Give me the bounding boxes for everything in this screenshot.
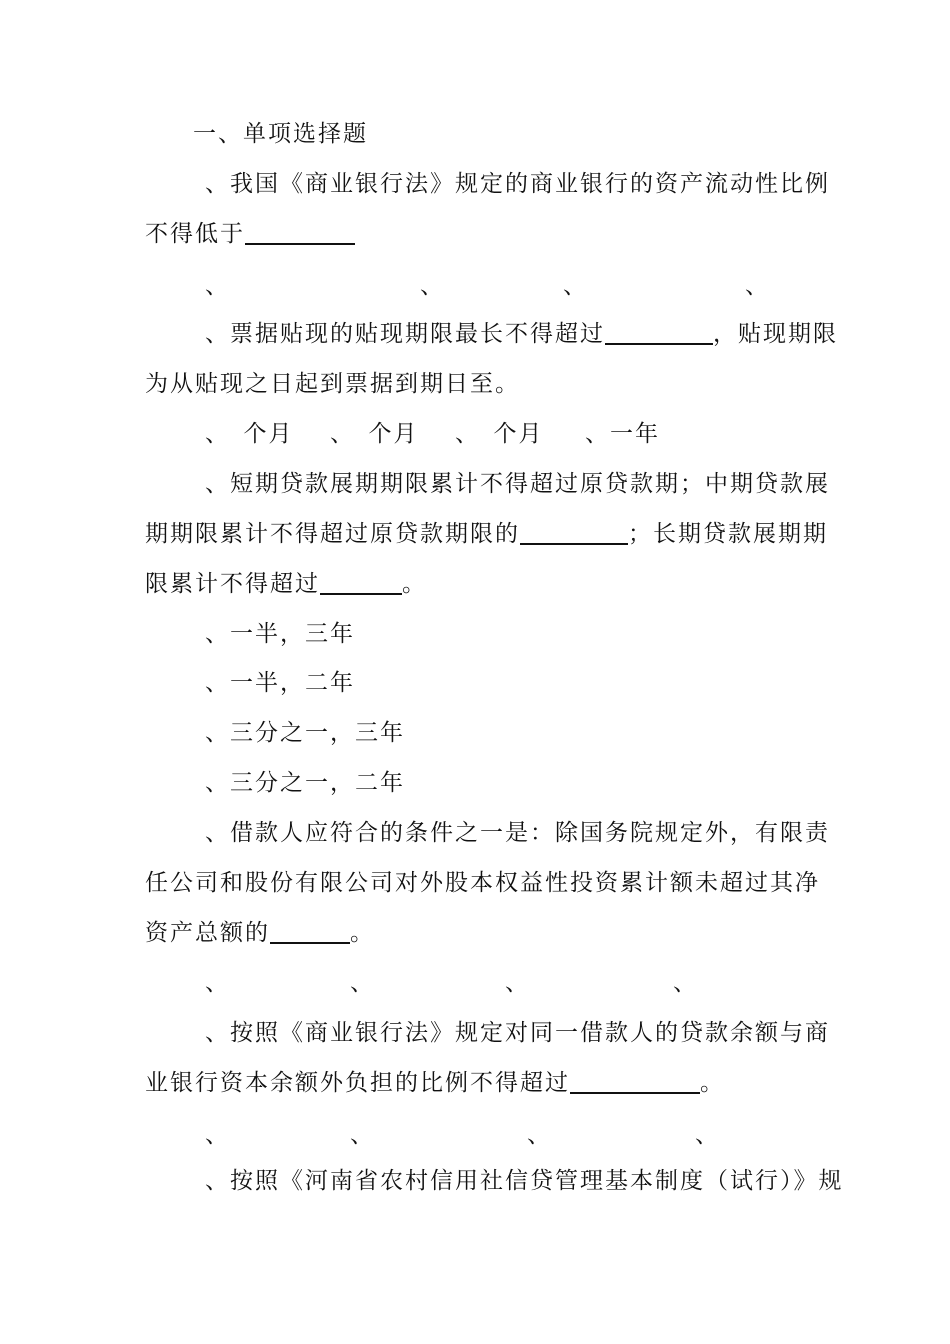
q5-answer-blank (570, 1068, 700, 1094)
q4-option-c: 、 (505, 970, 530, 996)
q3-option-a: 、一半，三年 (205, 621, 355, 647)
q2-option-a: 、 个月 (205, 421, 294, 447)
q4-line-3 (145, 918, 375, 948)
q5-text-a: 业银行资本余额外负担的比例不得超过 (145, 1070, 570, 1096)
q2-option-c: 、 个月 (455, 421, 544, 447)
q5-line-2 (145, 1068, 725, 1098)
q3-text-a: 期期限累计不得超过原贷款期限的 (145, 521, 520, 547)
q6-line-1: 、按照《河南省农村信用社信贷管理基本制度（试行）》规 (205, 1168, 844, 1194)
q2-option-d: 、一年 (585, 421, 660, 447)
q2-line-1 (205, 319, 838, 349)
q4-option-d: 、 (673, 970, 698, 996)
q4-text-b: 。 (350, 920, 375, 946)
q3-line-2 (145, 519, 828, 549)
q3-option-b: 、一半，二年 (205, 670, 355, 696)
q4-text-a: 资产总额的 (145, 920, 270, 946)
q1-answer-blank (245, 219, 355, 245)
q3-line-3 (145, 569, 427, 599)
q5-option-d: 、 (695, 1122, 720, 1148)
q4-answer-blank (270, 918, 350, 944)
q3-line-1: 、短期贷款展期期限累计不得超过原贷款期；中期贷款展 (205, 471, 830, 497)
q3-answer-blank-1 (520, 519, 628, 545)
q5-line-1: 、按照《商业银行法》规定对同一借款人的贷款余额与商 (205, 1020, 830, 1046)
q2-text-a: 、票据贴现的贴现期限最长不得超过 (205, 321, 605, 347)
q1-option-c: 、 (563, 273, 588, 299)
q2-option-b: 、 个月 (330, 421, 419, 447)
q5-option-c: 、 (527, 1122, 552, 1148)
q2-text-b: ，贴现期限 (713, 321, 838, 347)
q2-answer-blank (605, 319, 713, 345)
q5-option-b: 、 (350, 1122, 375, 1148)
q3-text-b: ；长期贷款展期期 (628, 521, 828, 547)
section-heading: 一、单项选择题 (193, 121, 368, 147)
q1-text: 不得低于 (145, 221, 245, 247)
q3-option-d: 、三分之一，二年 (205, 770, 405, 796)
q1-line-2 (145, 219, 355, 249)
q5-text-b: 。 (700, 1070, 725, 1096)
q3-text-c: 限累计不得超过 (145, 571, 320, 597)
q3-answer-blank-2 (320, 569, 402, 595)
q4-option-b: 、 (350, 970, 375, 996)
q2-line-2: 为从贴现之日起到票据到期日至。 (145, 371, 520, 397)
q1-option-a: 、 (205, 273, 230, 299)
q1-line-1: 、我国《商业银行法》规定的商业银行的资产流动性比例 (205, 171, 830, 197)
q3-text-d: 。 (402, 571, 427, 597)
q4-line-1: 、借款人应符合的条件之一是：除国务院规定外，有限责 (205, 820, 830, 846)
q4-line-2: 任公司和股份有限公司对外股本权益性投资累计额未超过其净 (145, 870, 820, 896)
q5-option-a: 、 (205, 1122, 230, 1148)
q4-option-a: 、 (205, 970, 230, 996)
q1-option-d: 、 (745, 273, 770, 299)
q1-option-b: 、 (420, 273, 445, 299)
q3-option-c: 、三分之一，三年 (205, 720, 405, 746)
